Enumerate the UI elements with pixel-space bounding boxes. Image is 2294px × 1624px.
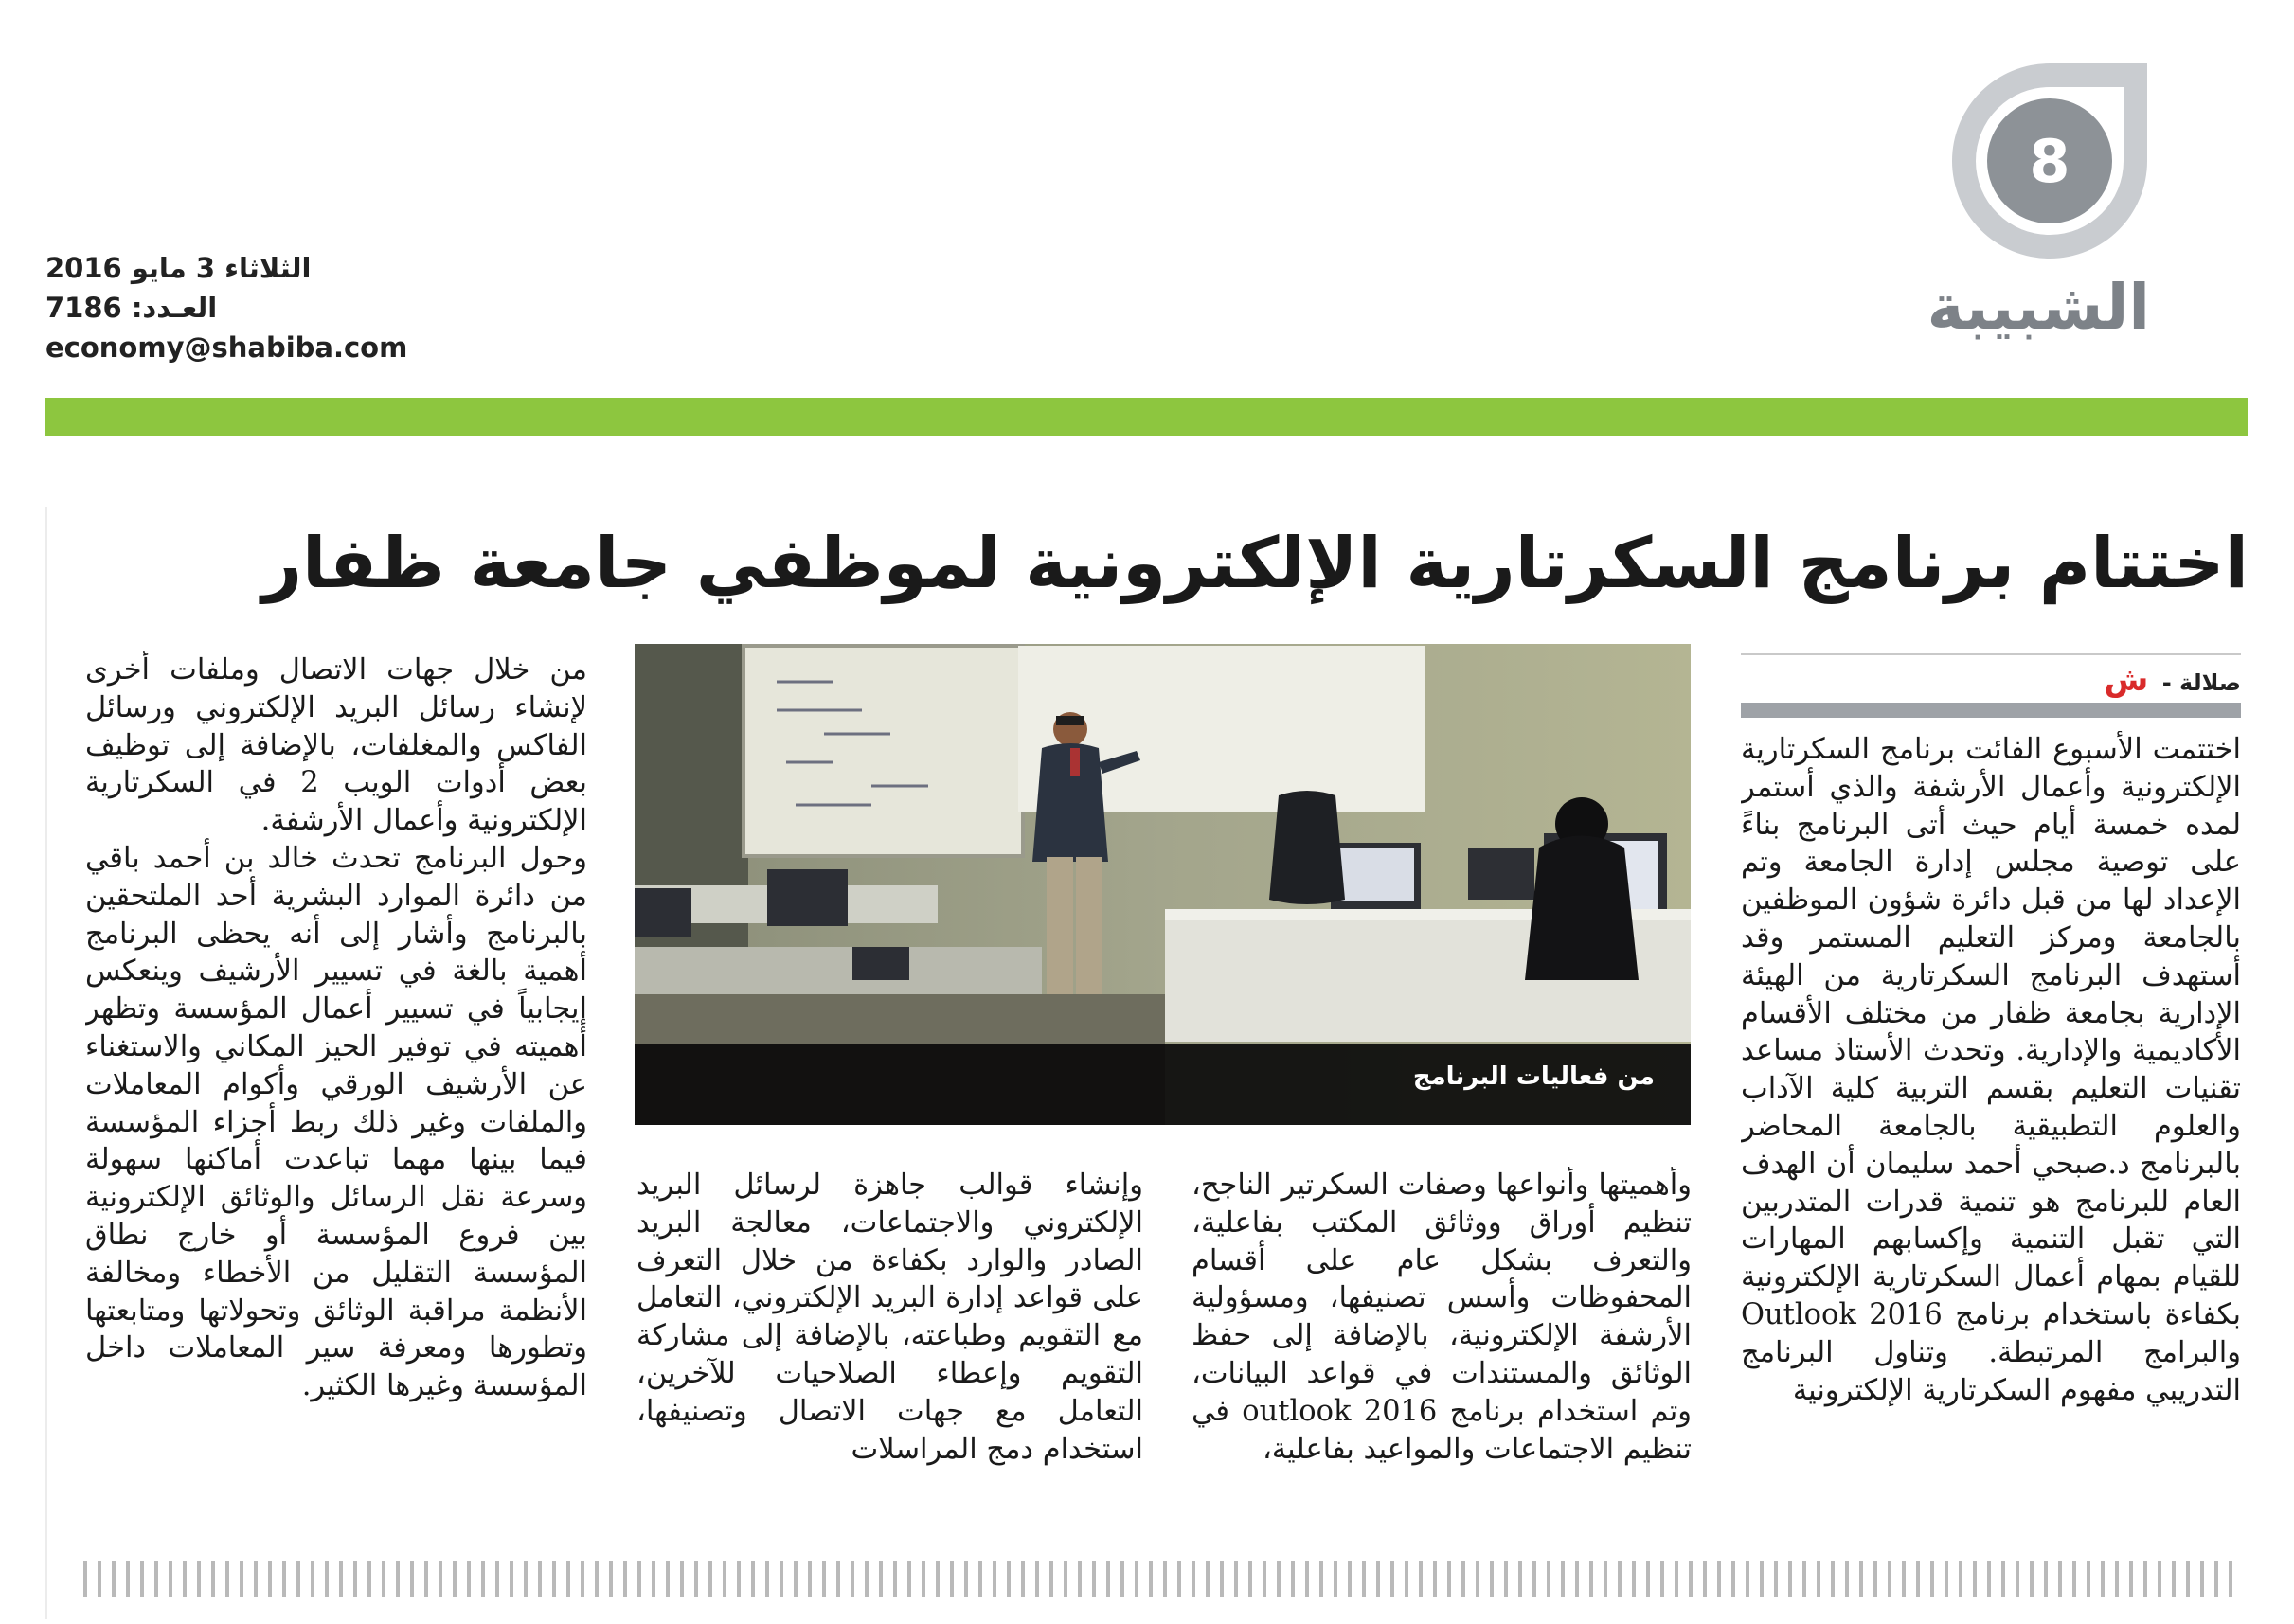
section-email[interactable]: economy@shabiba.com bbox=[45, 331, 408, 364]
article-byline bbox=[1741, 661, 2241, 699]
column-2-text: وأهميتها وأنواعها وصفات السكرتير الناجح، تنظيم أوراق ووثائق المكتب بفاعلية، والتعرف بشكل عام على أقسام المحفوظات وأسس تصنيفها، ومسؤولية الأرشفة الإلكترونية، بالإضافة إلى حفظ الوثائق والمستندات في قواعد البيانات، وتم استخدام برنامج outlook 2016 في تنظيم الاجتماعات والمواعيد بفاعلية، bbox=[1192, 1169, 1692, 1466]
column-1-text: اختتمت الأسبوع الفائت برنامج السكرتارية الإلكترونية وأعمال الأرشفة والذي أستمر لمده خمسة أيام حيث أتى البرنامج بناءً على توصية مجلس إدارة الجامعة وتم الإعداد لها من قبل دائرة شؤون الموظفين بالجامعة ومركز التعليم المستمر وقد أستهدف البرنامج السكرتارية من الهيئة الإدارية بجامعة ظفار من مختلف الأقسام الأكاديمية والإدارية. وتحدث الأستاذ مساعد تقنيات التعليم بقسم التربية كلية الآداب والعلوم التطبيقية بالجامعة المحاضر بالبرنامج د.صبحي أحمد سليمان أن الهدف العام للبرنامج هو تنمية قدرات المتدربين التي تقبل التنمية وإكسابهم المهارات للقيام بمهام أعمال السكرتارية الإلكترونية بكفاءة باستخدام برنامج Outlook 2016 والبرامج المرتبطة. وتناول البرنامج التدريبي مفهوم السكرتارية الإلكترونية bbox=[1741, 733, 2241, 1407]
column-3-text: وإنشاء قوالب جاهزة لرسائل البريد الإلكتروني والاجتماعات، معالجة البريد الصادر والوارد بكفاءة من خلال التعرف على قواعد إدارة البريد الإلكتروني، التعامل مع التقويم وطباعته، بالإضافة إلى مشاركة التقويم وإعطاء الصلاحيات للآخرين، التعامل مع جهات الاتصال وتصنيفها، استخدام دمج المراسلات bbox=[636, 1169, 1143, 1466]
footer-barcode-rule bbox=[83, 1561, 2243, 1597]
byline-logo-mark: ش bbox=[2104, 661, 2149, 699]
page-frame-line bbox=[45, 507, 47, 1619]
page-number: 8 bbox=[2029, 127, 2070, 196]
logo-wordmark: الشبيبة bbox=[1927, 271, 2150, 344]
byline-bar bbox=[1741, 703, 2241, 718]
issue-date: الثلاثاء 3 مايو 2016 bbox=[45, 252, 312, 284]
column-4-paragraph-2: وحول البرنامج تحدث خالد بن أحمد باقي من دائرة الموارد البشرية أحد الملتحقين بالبرنامج وأشار إلى أنه يحظى البرنامج أهمية بالغة في تسيير الأرشيف وينعكس إيجابياً في تسيير أعمال المؤسسة وتظهر أهميته في توفير الحيز المكاني والاستغناء عن الأرشيف الورقي وأكوام المعاملات والملفات وغير ذلك ربط أجزاء المؤسسة فيما بينها مهما تباعدت أماكنها سهولة وسرعة نقل الرسائل والوثائق الإلكترونية بين فروع المؤسسة أو خارج نطاق المؤسسة التقليل من الأخطاء ومخالفة الأنظمة مراقبة الوثائق وتحولاتها ومتابعتها وتطورها ومعرفة سير المعاملات داخل المؤسسة وغيرها الكثير. bbox=[85, 841, 587, 1403]
article-headline: اختتام برنامج السكرتارية الإلكترونية لموظفي جامعة ظفار bbox=[261, 523, 2249, 604]
article-column-4 bbox=[85, 651, 587, 1494]
article-column-2 bbox=[1192, 1167, 1692, 1493]
article-column-1 bbox=[1741, 731, 2241, 1489]
byline-location: صلالة - bbox=[2161, 669, 2241, 696]
photo-caption-bar bbox=[635, 1044, 1691, 1125]
issue-meta bbox=[45, 248, 462, 367]
issue-number: العـدد: 7186 bbox=[45, 292, 218, 324]
photo-caption: من فعاليات البرنامج bbox=[1412, 1062, 1655, 1091]
column-4-paragraph-1: من خلال جهات الاتصال وملفات أخرى لإنشاء رسائل البريد الإلكتروني ورسائل الفاكس والمغلفات، بالإضافة إلى توظيف بعض أدوات الويب 2 في السكرتارية الإلكترونية وأعمال الأرشفة. bbox=[85, 653, 587, 838]
header-divider bbox=[45, 398, 2248, 436]
article-column-3 bbox=[636, 1167, 1143, 1493]
byline-rule bbox=[1741, 653, 2241, 655]
